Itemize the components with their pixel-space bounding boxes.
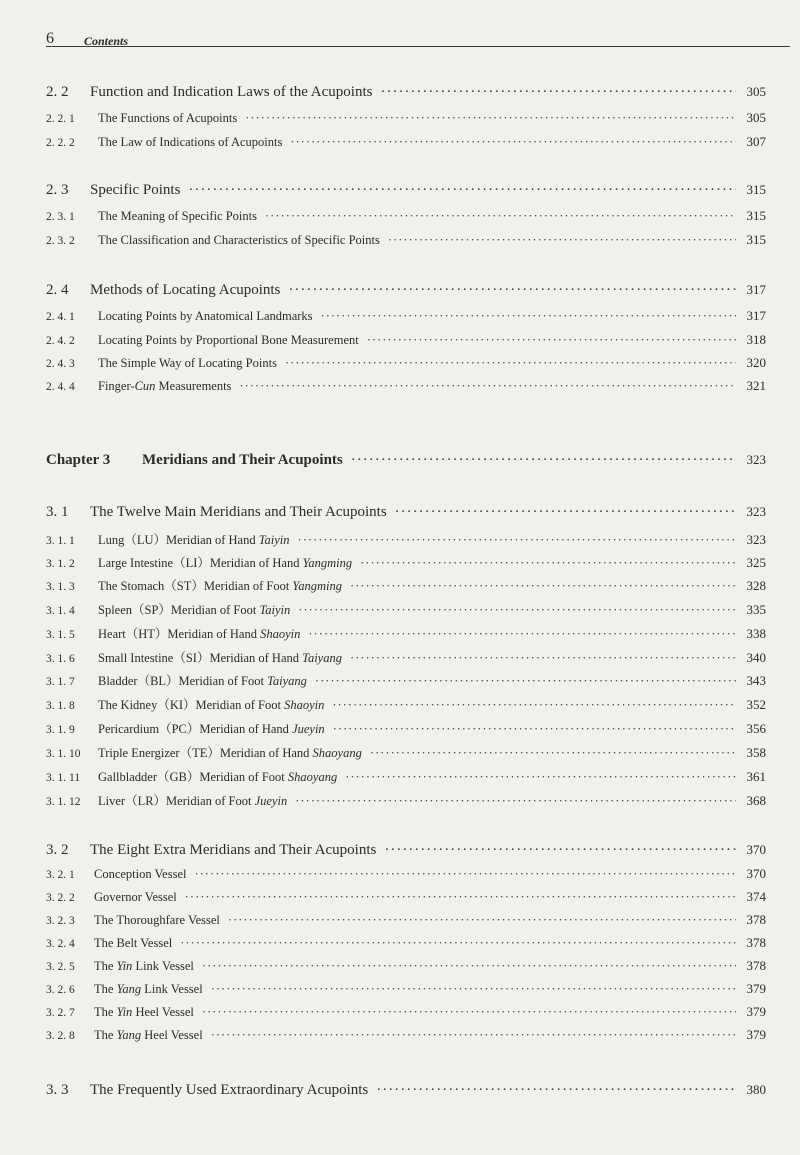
toc-title: [98, 719, 325, 737]
toc-title: The Law of Indications of Acupoints: [98, 135, 283, 149]
toc-entry-3-1-12[interactable]: [46, 791, 766, 809]
toc-page: 379: [746, 1027, 766, 1042]
title-italic: Shaoyin: [260, 627, 301, 641]
toc-page: 315: [746, 208, 766, 223]
toc-number: 2. 4. 4: [46, 381, 75, 393]
toc-entry-3-1-4[interactable]: [46, 600, 766, 618]
title-part: Finger-: [98, 379, 135, 393]
title-part: The: [94, 959, 117, 973]
dot-leader: [315, 674, 736, 689]
toc-number: 2. 4. 1: [46, 311, 75, 323]
toc-page: 340: [746, 650, 766, 665]
toc-title: [94, 890, 177, 905]
dot-leader: [350, 579, 736, 594]
toc-page: 352: [746, 697, 766, 712]
toc-number: 3. 3: [46, 1082, 69, 1098]
dot-leader: [350, 651, 736, 666]
toc-page: 335: [746, 602, 766, 617]
toc-number: 3. 2. 4: [46, 938, 75, 950]
dot-leader: [295, 794, 736, 809]
toc-title: Methods of Locating Acupoints: [90, 282, 281, 298]
title-part: Conception Vessel: [94, 867, 187, 881]
dot-leader: [228, 913, 736, 928]
toc-number: 2. 2: [46, 84, 69, 100]
dot-leader: [245, 111, 736, 126]
toc-number: 2. 3: [46, 182, 69, 198]
toc-number: 3. 2. 6: [46, 984, 75, 996]
dot-leader: [308, 627, 736, 642]
toc-entry-3-2-1[interactable]: [46, 866, 766, 882]
toc-title: Locating Points by Proportional Bone Measurement: [98, 333, 359, 347]
title-italic: Jueyin: [292, 722, 325, 736]
dot-leader: [202, 959, 736, 974]
dot-leader: [202, 1005, 736, 1020]
toc-page: 315: [746, 182, 766, 197]
toc-title: [94, 936, 172, 951]
toc-number: 3. 1. 4: [46, 605, 75, 617]
dot-leader: [298, 603, 736, 618]
title-part: Liver（LR）Meridian of Foot: [98, 794, 255, 808]
toc-number: 3. 2: [46, 842, 69, 858]
toc-number: 2. 3. 1: [46, 211, 75, 223]
toc-page: 305: [746, 84, 766, 99]
toc-entry-3-2-3[interactable]: [46, 912, 766, 928]
toc-title: [98, 379, 231, 394]
toc-title: [98, 576, 342, 594]
toc-section-2-4[interactable]: [46, 282, 766, 299]
toc-page: 379: [746, 981, 766, 996]
toc-number: 2. 2. 1: [46, 113, 75, 125]
toc-title: [94, 982, 203, 997]
toc-number: 3. 1: [46, 504, 69, 520]
title-italic: Jueyin: [254, 794, 288, 808]
toc-page: 307: [746, 134, 766, 149]
chapter-label: Chapter 3: [46, 452, 111, 468]
toc-number: 3. 2. 3: [46, 915, 75, 927]
page-number: 6: [46, 30, 54, 47]
title-italic: Yangming: [302, 556, 353, 570]
toc-page: 318: [746, 332, 766, 347]
toc-number: 3. 1. 10: [46, 748, 81, 760]
dot-leader: [185, 890, 736, 905]
toc-page: 378: [746, 912, 766, 927]
toc-section-2-3[interactable]: [46, 182, 766, 199]
toc-page: 378: [746, 958, 766, 973]
dot-leader: [384, 842, 736, 859]
title-italic: Yin: [116, 959, 133, 973]
title-part: Measurements: [155, 379, 232, 393]
dot-leader: [380, 84, 736, 101]
dot-leader: [376, 1082, 736, 1099]
toc-entry-2-2-1[interactable]: [46, 110, 766, 126]
toc-title: [98, 600, 290, 618]
toc-title: [98, 530, 290, 548]
toc-page: 343: [746, 673, 766, 688]
toc-entry-3-2-5[interactable]: [46, 958, 766, 974]
title-part: Link Vessel: [132, 959, 194, 973]
dot-leader: [298, 533, 736, 548]
toc-entry-3-1-11[interactable]: [46, 767, 766, 785]
toc-entry-3-1-6[interactable]: [46, 648, 766, 666]
title-italic: Taiyin: [258, 533, 290, 547]
toc-number: 3. 1. 1: [46, 535, 75, 547]
toc-number: 3. 1. 5: [46, 629, 75, 641]
toc-number: 3. 2. 1: [46, 869, 75, 881]
dot-leader: [351, 452, 736, 469]
toc-chapter-3[interactable]: [46, 452, 766, 469]
dot-leader: [180, 936, 736, 951]
toc-page: 317: [746, 308, 766, 323]
toc-page: 323: [746, 504, 766, 519]
toc-title: The Classification and Characteristics of Specific Points: [98, 233, 380, 247]
toc-entry-3-1-3[interactable]: [46, 576, 766, 594]
toc-page: 374: [746, 889, 766, 904]
toc-title: [94, 1028, 203, 1043]
toc-page: 370: [746, 866, 766, 881]
title-part: Triple Energizer（TE）Meridian of Hand: [98, 746, 313, 760]
title-part: Link Vessel: [141, 982, 203, 996]
toc-page: 323: [746, 532, 766, 547]
page-header: [46, 24, 790, 47]
toc-page: 328: [746, 578, 766, 593]
title-part: The Stomach（ST）Meridian of Foot: [98, 579, 293, 593]
toc-title: [98, 671, 307, 689]
dot-leader: [321, 309, 736, 324]
toc-page: 379: [746, 1004, 766, 1019]
title-part: Bladder（BL）Meridian of Foot: [98, 674, 268, 688]
title-part: Governor Vessel: [94, 890, 177, 904]
toc-title: [98, 767, 337, 785]
toc-number: 3. 2. 2: [46, 892, 75, 904]
toc-page: 380: [746, 1082, 766, 1097]
title-part: The Thoroughfare Vessel: [94, 913, 220, 927]
toc-entry-3-1-1[interactable]: [46, 530, 766, 548]
toc-number: 2. 2. 2: [46, 137, 75, 149]
toc-entry-3-1-8[interactable]: [46, 695, 766, 713]
toc-title: Function and Indication Laws of the Acupoints: [90, 84, 373, 100]
title-part: Heel Vessel: [132, 1005, 194, 1019]
toc-page: 305: [746, 110, 766, 125]
toc-entry-3-2-8[interactable]: [46, 1027, 766, 1043]
dot-leader: [388, 233, 736, 248]
toc-page: 370: [746, 842, 766, 857]
title-italic: Cun: [134, 379, 156, 393]
chapter-title: Meridians and Their Acupoints: [142, 452, 343, 468]
title-part: Spleen（SP）Meridian of Foot: [98, 603, 260, 617]
dot-leader: [211, 982, 736, 997]
title-italic: Yin: [116, 1005, 133, 1019]
toc-title: Locating Points by Anatomical Landmarks: [98, 309, 313, 323]
toc-page: 321: [746, 378, 766, 393]
toc-page: 323: [746, 452, 766, 467]
toc-entry-3-2-6[interactable]: [46, 981, 766, 997]
dot-leader: [285, 356, 736, 371]
toc-section-3-1[interactable]: [46, 504, 766, 521]
dot-leader: [333, 722, 736, 737]
title-part: Pericardium（PC）Meridian of Hand: [98, 722, 293, 736]
toc-title: [98, 791, 287, 809]
title-part: The Kidney（KI）Meridian of Foot: [98, 698, 285, 712]
dot-leader: [395, 504, 736, 521]
toc-title: [98, 648, 342, 666]
dot-leader: [288, 282, 736, 299]
toc-page: 358: [746, 745, 766, 760]
toc-entry-3-2-7[interactable]: [46, 1004, 766, 1020]
title-part: Heel Vessel: [141, 1028, 203, 1042]
dot-leader: [332, 698, 736, 713]
toc-number: 3. 2. 7: [46, 1007, 75, 1019]
title-italic: Shaoyang: [312, 746, 362, 760]
toc-page: 317: [746, 282, 766, 297]
toc-title: [94, 959, 194, 974]
toc-number: 2. 4: [46, 282, 69, 298]
dot-leader: [370, 746, 736, 761]
toc-title: The Simple Way of Locating Points: [98, 356, 277, 370]
dot-leader: [211, 1028, 736, 1043]
title-part: Small Intestine（SI）Meridian of Hand: [98, 651, 303, 665]
title-italic: Yang: [116, 1028, 142, 1042]
toc-entry-2-3-1[interactable]: [46, 208, 766, 224]
toc-page: 368: [746, 793, 766, 808]
toc-title: [94, 1005, 194, 1020]
toc-title: The Twelve Main Meridians and Their Acupoints: [90, 504, 387, 520]
toc-title: Specific Points: [90, 182, 181, 198]
toc-page: 325: [746, 555, 766, 570]
toc-entry-3-1-2[interactable]: [46, 553, 766, 571]
toc-title: [98, 553, 352, 571]
title-italic: Taiyang: [267, 674, 307, 688]
toc-page: 315: [746, 232, 766, 247]
title-italic: Yangming: [292, 579, 342, 593]
toc-entry-2-4-3[interactable]: [46, 355, 766, 371]
toc-entry-2-2-2[interactable]: [46, 134, 766, 150]
toc-entry-2-4-4[interactable]: [46, 378, 766, 394]
toc-entry-3-1-5[interactable]: [46, 624, 766, 642]
toc-number: 3. 2. 8: [46, 1030, 75, 1042]
title-part: Gallbladder（GB）Meridian of Foot: [98, 770, 288, 784]
toc-entry-3-1-9[interactable]: [46, 719, 766, 737]
toc-entry-2-4-2[interactable]: [46, 332, 766, 348]
title-part: Lung（LU）Meridian of Hand: [98, 533, 259, 547]
toc-page: 338: [746, 626, 766, 641]
toc-title: The Eight Extra Meridians and Their Acupoints: [90, 842, 377, 858]
running-title: Contents: [84, 34, 129, 48]
toc-number: 3. 1. 6: [46, 653, 75, 665]
toc-number: 3. 1. 7: [46, 676, 75, 688]
toc-section-2-2[interactable]: [46, 84, 766, 101]
toc-section-3-2[interactable]: [46, 842, 766, 859]
title-italic: Yang: [116, 982, 142, 996]
title-italic: Taiyang: [302, 651, 342, 665]
title-part: The: [94, 1028, 117, 1042]
toc-number: 2. 4. 3: [46, 358, 75, 370]
title-italic: Taiyin: [259, 603, 291, 617]
toc-section-3-3[interactable]: [46, 1082, 766, 1099]
toc-entry-2-4-1[interactable]: [46, 308, 766, 324]
toc-number: 3. 1. 3: [46, 581, 75, 593]
dot-leader: [239, 379, 736, 394]
dot-leader: [188, 182, 736, 199]
toc-title: [94, 867, 186, 882]
toc-title: [98, 743, 362, 761]
toc-title: [98, 624, 300, 642]
toc-page: 361: [746, 769, 766, 784]
toc-entry-2-3-2[interactable]: [46, 232, 766, 248]
toc-page: 356: [746, 721, 766, 736]
title-part: The Belt Vessel: [94, 936, 173, 950]
title-part: Large Intestine（LI）Meridian of Hand: [98, 556, 303, 570]
title-part: The: [94, 1005, 117, 1019]
toc-number: 3. 1. 12: [46, 796, 81, 808]
title-part: The: [94, 982, 117, 996]
toc-title: The Functions of Acupoints: [98, 111, 238, 125]
toc-title: [94, 913, 220, 928]
toc-page: 378: [746, 935, 766, 950]
toc-page: 320: [746, 355, 766, 370]
dot-leader: [265, 209, 736, 224]
toc-number: 3. 1. 9: [46, 724, 75, 736]
toc-number: 3. 1. 2: [46, 558, 75, 570]
title-italic: Shaoyin: [284, 698, 325, 712]
toc-number: 3. 1. 8: [46, 700, 75, 712]
toc-title: The Meaning of Specific Points: [98, 209, 257, 223]
toc-number: 2. 3. 2: [46, 235, 75, 247]
dot-leader: [360, 556, 736, 571]
dot-leader: [367, 333, 736, 348]
toc-entry-3-2-4[interactable]: [46, 935, 766, 951]
title-italic: Shaoyang: [287, 770, 338, 784]
dot-leader: [290, 135, 736, 150]
toc-entry-3-2-2[interactable]: [46, 889, 766, 905]
dot-leader: [345, 770, 736, 785]
toc-title: [98, 695, 324, 713]
toc-number: 3. 2. 5: [46, 961, 75, 973]
toc-title: The Frequently Used Extraordinary Acupoints: [90, 1082, 369, 1098]
title-part: Heart（HT）Meridian of Hand: [98, 627, 261, 641]
dot-leader: [194, 867, 736, 882]
toc-entry-3-1-10[interactable]: [46, 743, 766, 761]
toc-entry-3-1-7[interactable]: [46, 671, 766, 689]
toc-number: 2. 4. 2: [46, 335, 75, 347]
toc-number: 3. 1. 11: [46, 772, 81, 784]
